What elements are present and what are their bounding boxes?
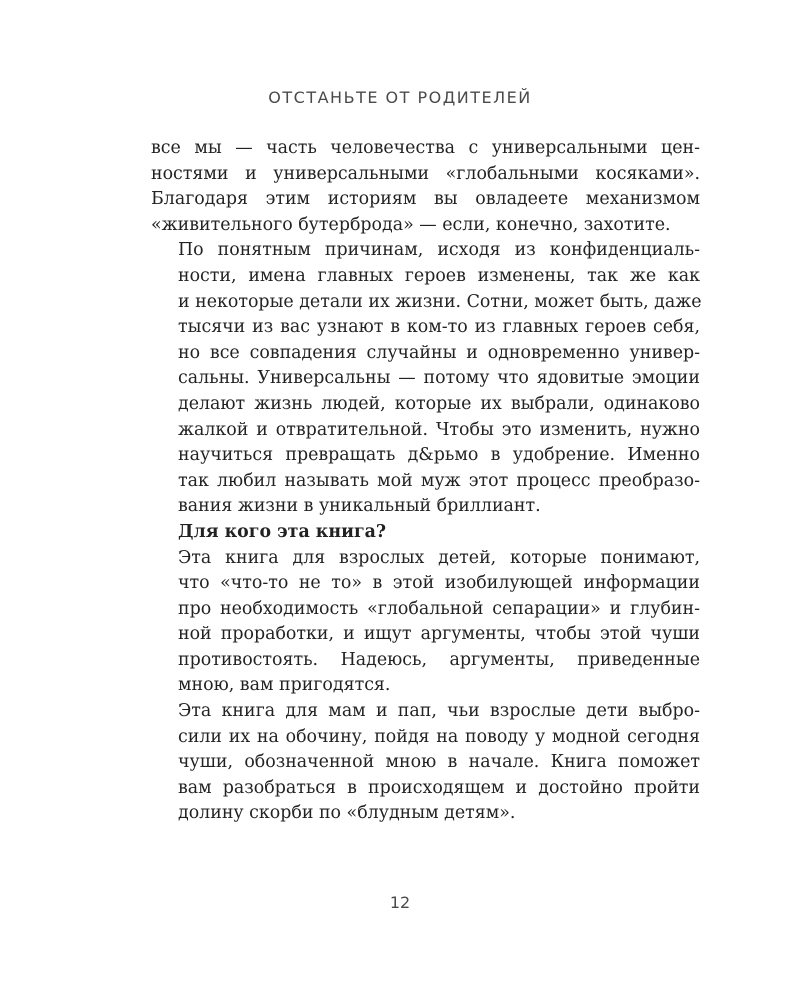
text-line: чуши, обозначенной мною в начале. Книга поможет (178, 752, 700, 773)
text-line: долину скорби по «блудным детям». (178, 803, 516, 824)
text-line: сили их на обочину, пойдя на поводу у модной сегодня (178, 726, 700, 747)
text-line: противостоять. Надеюсь, аргументы, приведенные (178, 649, 700, 670)
text-line: Благодаря этим историям вы овладеете механизмом (151, 189, 700, 210)
text-line: тысячи из вас узнают в ком-то из главных героев себя, (178, 317, 700, 338)
section-heading: Для кого эта книга? (178, 521, 387, 542)
text-line: ности, имена главных героев изменены, так же как (178, 265, 700, 286)
text-line: но все совпадения случайны и одновременно универ- (178, 342, 700, 363)
page-number: 12 (389, 893, 411, 912)
text-line: ностями и универсальными «глобальными косяками». (151, 163, 700, 184)
paragraph-3 (151, 546, 700, 700)
text-line: и некоторые детали их жизни. Сотни, может быть, даже (178, 291, 702, 312)
text-line: ной проработки, и ищут аргументы, чтобы этой чуши (178, 624, 700, 645)
text-line: делают жизнь людей, которые их выбрали, одинаково (178, 393, 700, 414)
text-line: научиться превращать д&рьмо в удобрение. Именно (178, 445, 700, 466)
paragraph-1 (151, 136, 700, 238)
text-line: мною, вам пригодятся. (178, 675, 391, 696)
text-line: «живительного бутерброда» — если, конечно, захотите. (151, 214, 671, 235)
text-line: так любил называть мой муж этот процесс преобразо- (178, 470, 700, 491)
text-line: жалкой и отвратительной. Чтобы это изменить, нужно (178, 419, 700, 440)
body-text (151, 136, 700, 827)
text-line: вам разобраться в происходящем и достойно пройти (178, 777, 700, 798)
text-line: Эта книга для взрослых детей, которые понимают, (178, 547, 700, 568)
text-line: По понятным причинам, исходя из конфиденциаль- (178, 240, 700, 261)
text-line: Эта книга для мам и пап, чьи взрослые дети выбро- (178, 701, 700, 722)
text-line: что «что-то не то» в этой изобилующей информации (178, 573, 700, 594)
paragraph-4 (151, 699, 700, 827)
text-line: сальны. Универсальны — потому что ядовитые эмоции (178, 368, 700, 389)
text-line: все мы — часть человечества с универсальными цен- (151, 138, 700, 158)
paragraph-2 (151, 238, 700, 520)
text-line: вания жизни в уникальный бриллиант. (178, 496, 541, 517)
running-head: ОТСТАНЬТЕ ОТ РОДИТЕЛЕЙ (268, 88, 532, 107)
text-line: про необходимость «глобальной сепарации» и глубин- (178, 598, 700, 619)
